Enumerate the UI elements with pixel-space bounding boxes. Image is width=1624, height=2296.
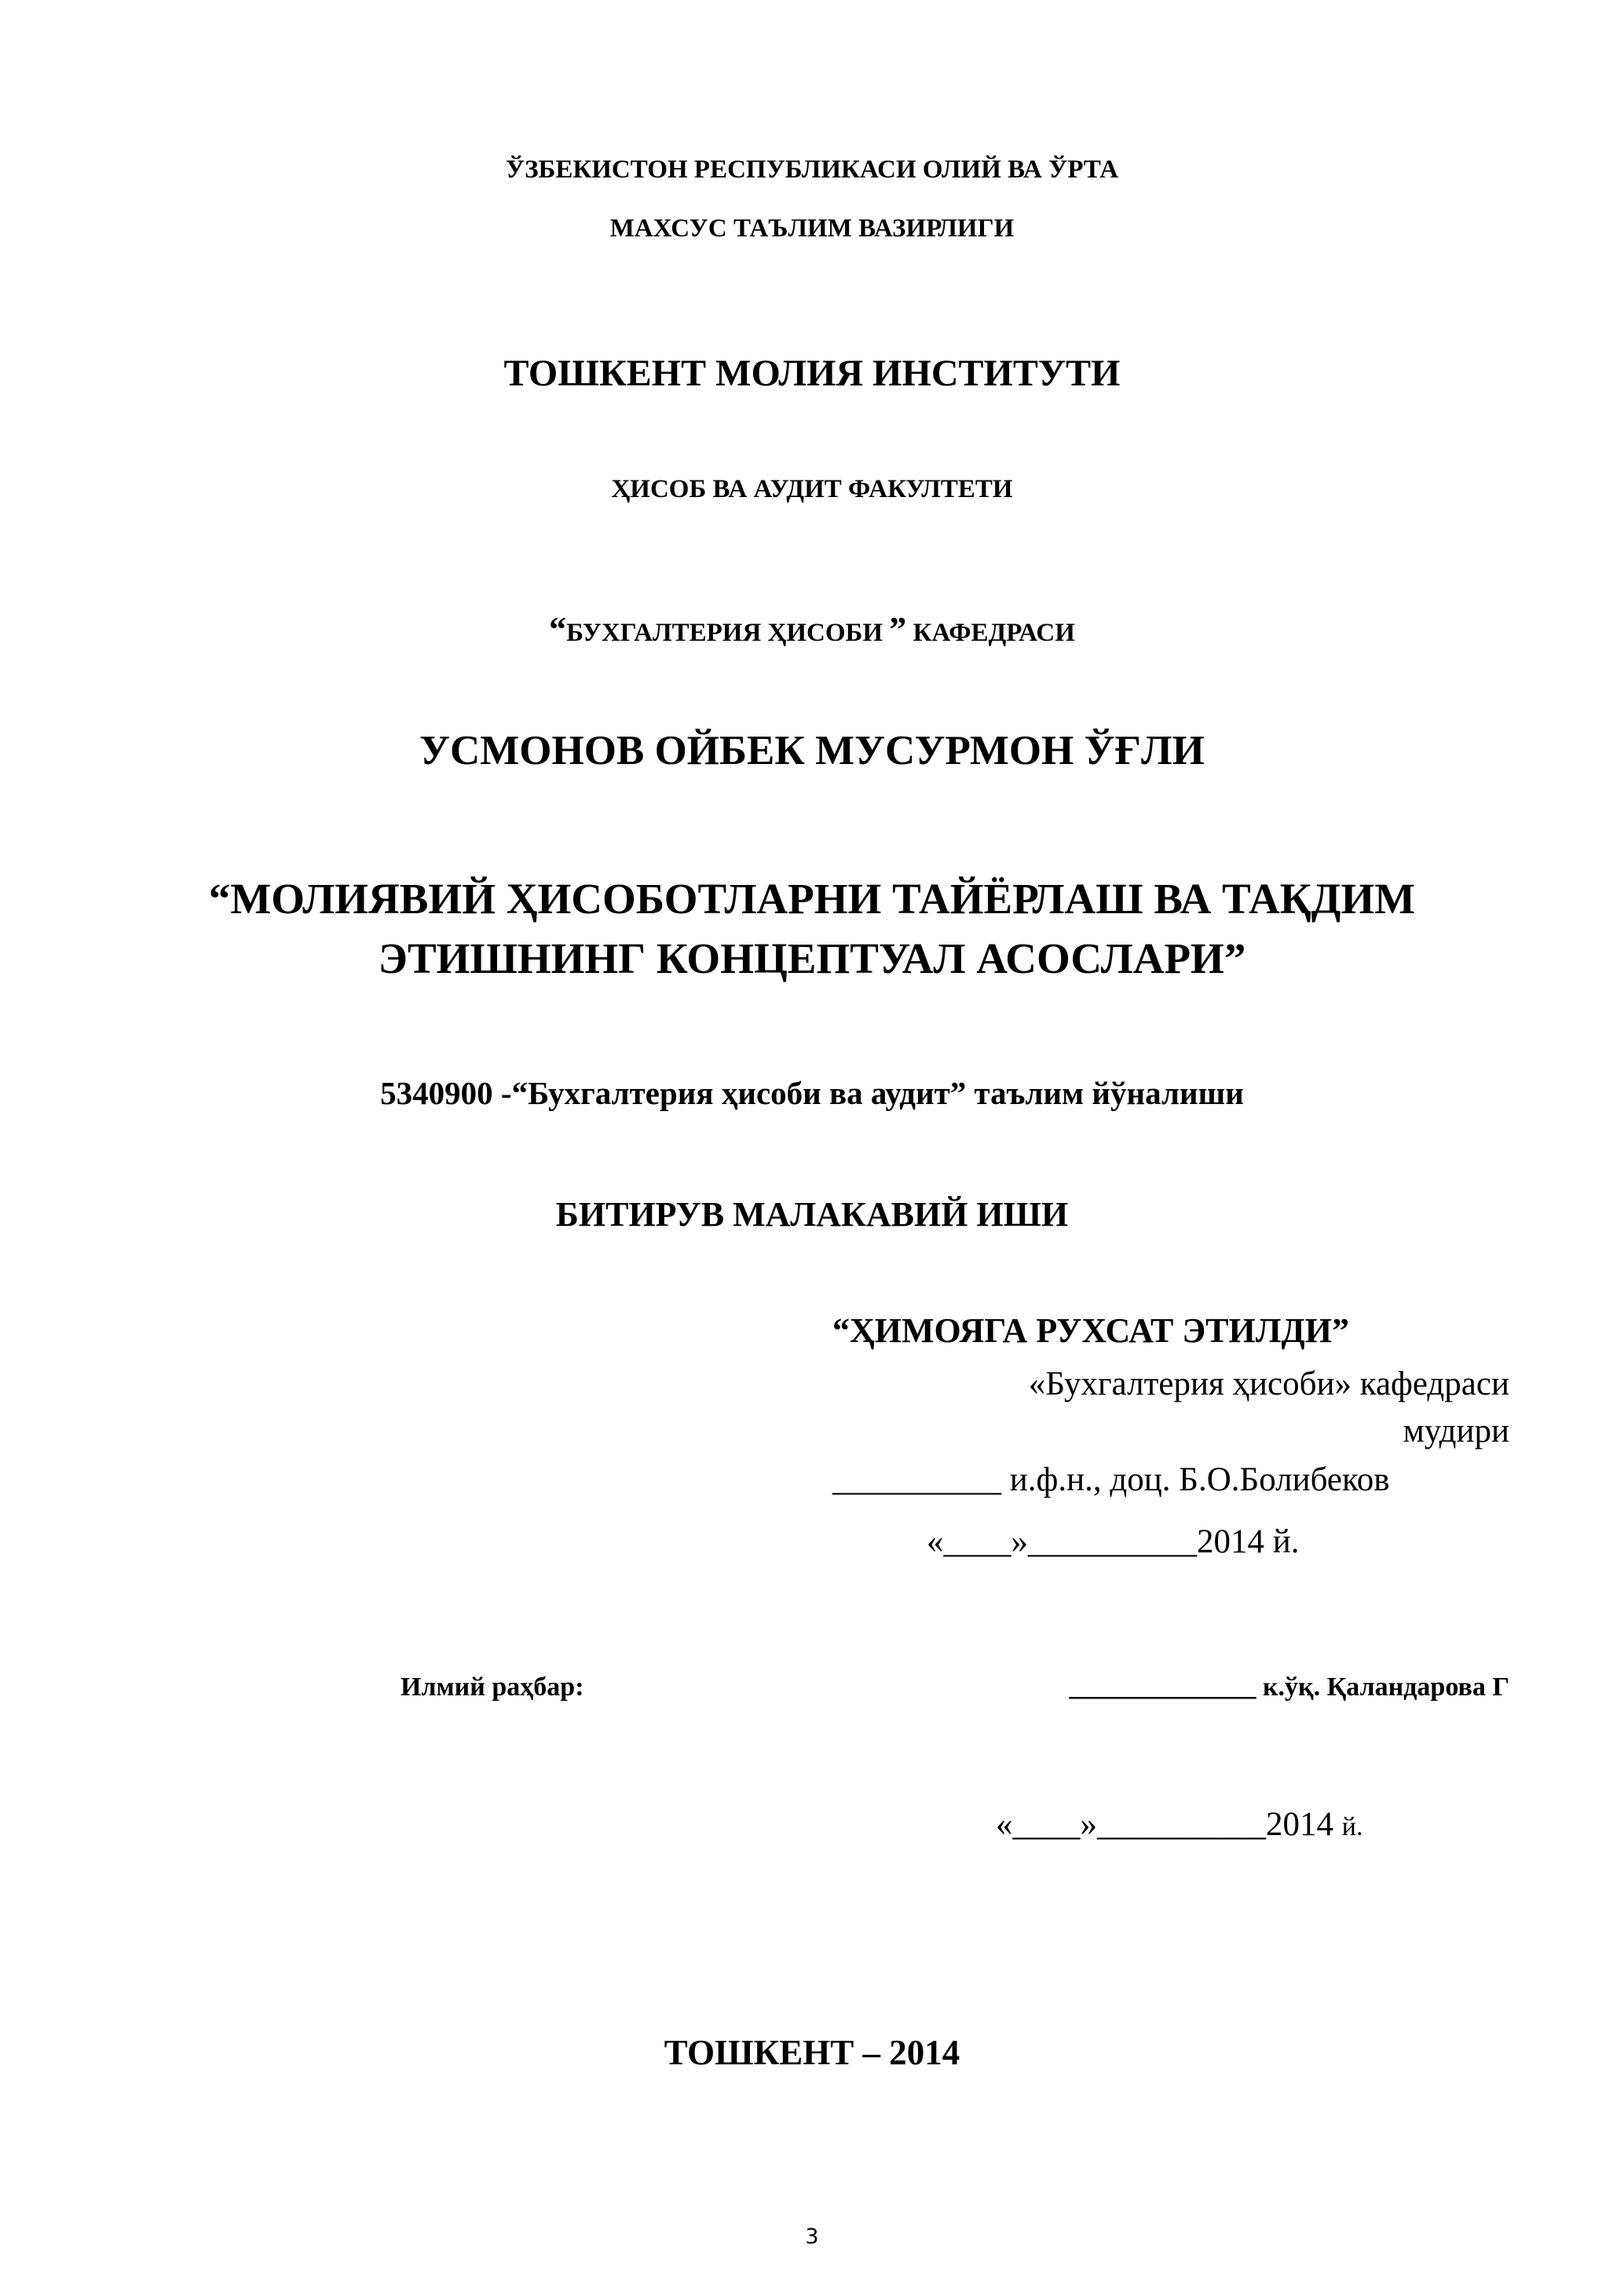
institute-name: ТОШКЕНТ МОЛИЯ ИНСТИТУТИ	[503, 353, 1121, 394]
approval-position: мудири	[1403, 1413, 1509, 1450]
supervisor-label	[401, 1674, 584, 1701]
approval-heading: “ҲИМОЯГА РУХСАТ ЭТИЛДИ”	[832, 1311, 1350, 1350]
approval-date-year: 2014 й.	[1197, 1523, 1300, 1560]
approval-head-name: и.ф.н., доц. Б.О.Болибеков	[1009, 1461, 1390, 1498]
supervisor-date-year: 2014	[1266, 1806, 1342, 1843]
specialty-line: 5340900 -“Бухгалтерия ҳисоби ва аудит” таълим йўналиши	[380, 1075, 1244, 1111]
approval-date-month-blank: __________	[1028, 1523, 1197, 1560]
thesis-title-line1: “МОЛИЯВИЙ ҲИСОБОТЛАРНИ ТАЙЁРЛАШ ВА ТАҚДИМ	[208, 875, 1416, 923]
work-type: БИТИРУВ МАЛАКАВИЙ ИШИ	[555, 1195, 1069, 1234]
ministry-name-line2: МАХСУС ТАЪЛИМ ВАЗИРЛИГИ	[609, 214, 1015, 243]
supervisor-date-open: «	[996, 1806, 1013, 1843]
approval-signature-line	[832, 1463, 1390, 1497]
author-name: УСМОНОВ ОЙБЕК МУСУРМОН ЎҒЛИ	[419, 728, 1205, 773]
supervisor-date-day-blank: ____	[1012, 1806, 1081, 1843]
supervisor-signature-blank: ______________	[1069, 1673, 1256, 1702]
supervisor-label-text: Илмий раҳбар	[401, 1673, 576, 1702]
supervisor-date	[996, 1808, 1362, 1841]
supervisor-date-suffix: й.	[1341, 1812, 1363, 1841]
department-open-quote: “	[549, 610, 567, 649]
department-suffix: КАФЕДРАСИ	[906, 619, 1075, 647]
supervisor-date-close: »	[1080, 1806, 1097, 1843]
approval-department: «Бухгалтерия ҳисоби» кафедраси	[1028, 1366, 1509, 1402]
approval-date	[927, 1525, 1300, 1559]
supervisor-signature-line	[1069, 1674, 1509, 1701]
ministry-name-line1: ЎЗБЕКИСТОН РЕСПУБЛИКАСИ ОЛИЙ ВА ЎРТА	[505, 155, 1119, 184]
department-title: БУХГАЛТЕРИЯ ҲИСОБИ	[566, 619, 890, 647]
approval-date-day-blank: ____	[943, 1523, 1011, 1560]
department-close-quote: ”	[889, 610, 907, 649]
page-number: 3	[805, 2225, 819, 2249]
supervisor-label-colon: :	[575, 1673, 584, 1702]
supervisor-date-month-blank: __________	[1097, 1806, 1266, 1843]
faculty-name: ҲИСОБ ВА АУДИТ ФАКУЛТЕТИ	[611, 475, 1013, 503]
thesis-title-line2: ЭТИШНИНГ КОНЦЕПТУАЛ АСОСЛАРИ”	[378, 934, 1246, 982]
approval-date-close: »	[1011, 1523, 1028, 1560]
department-name	[0, 612, 1624, 647]
approval-signature-blank: __________	[832, 1461, 1001, 1498]
approval-date-open: «	[927, 1523, 944, 1560]
supervisor-name: к.ўқ. Қаландарова Г	[1262, 1673, 1509, 1702]
city-year: ТОШКЕНТ – 2014	[664, 2033, 960, 2072]
